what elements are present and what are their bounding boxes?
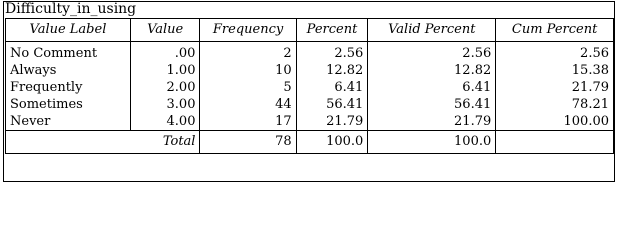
total-frequency: 78 <box>200 131 296 154</box>
header-value-label: Value Label <box>6 19 131 42</box>
cell-cum-percent: 21.79 <box>496 79 614 96</box>
total-valid-percent: 100.0 <box>368 131 496 154</box>
table-row <box>6 113 614 131</box>
cell-value: 1.00 <box>130 62 200 79</box>
cell-frequency: 44 <box>200 96 296 113</box>
header-value: Value <box>130 19 200 42</box>
table-title: Difficulty_in_using <box>5 1 137 17</box>
cell-label: No Comment <box>6 42 131 63</box>
total-spacer <box>6 131 131 154</box>
cell-frequency: 2 <box>200 42 296 63</box>
cell-value: 4.00 <box>130 113 200 131</box>
header-percent: Percent <box>296 19 368 42</box>
cell-frequency: 10 <box>200 62 296 79</box>
cell-frequency: 5 <box>200 79 296 96</box>
cell-percent: 12.82 <box>296 62 368 79</box>
frequency-table <box>5 18 614 154</box>
table-row <box>6 42 614 63</box>
cell-value: 3.00 <box>130 96 200 113</box>
cell-valid-percent: 56.41 <box>368 96 496 113</box>
total-row <box>6 131 614 154</box>
cell-valid-percent: 6.41 <box>368 79 496 96</box>
header-frequency: Frequency <box>200 19 296 42</box>
cell-percent: 56.41 <box>296 96 368 113</box>
table-header <box>6 19 614 42</box>
cell-percent: 6.41 <box>296 79 368 96</box>
table-row <box>6 96 614 113</box>
cell-percent: 21.79 <box>296 113 368 131</box>
table-footer <box>6 131 614 154</box>
cell-label: Sometimes <box>6 96 131 113</box>
cell-value: .00 <box>130 42 200 63</box>
cell-valid-percent: 2.56 <box>368 42 496 63</box>
table-body <box>6 42 614 131</box>
total-cum-percent-empty <box>496 131 614 154</box>
table-row <box>6 62 614 79</box>
cell-cum-percent: 78.21 <box>496 96 614 113</box>
cell-value: 2.00 <box>130 79 200 96</box>
header-row <box>6 19 614 42</box>
header-cum-percent: Cum Percent <box>496 19 614 42</box>
table-row <box>6 79 614 96</box>
cell-valid-percent: 21.79 <box>368 113 496 131</box>
cell-cum-percent: 100.00 <box>496 113 614 131</box>
cell-label: Never <box>6 113 131 131</box>
total-percent: 100.0 <box>296 131 368 154</box>
cell-label: Always <box>6 62 131 79</box>
header-valid-percent: Valid Percent <box>368 19 496 42</box>
cell-valid-percent: 12.82 <box>368 62 496 79</box>
cell-label: Frequently <box>6 79 131 96</box>
cell-cum-percent: 2.56 <box>496 42 614 63</box>
cell-percent: 2.56 <box>296 42 368 63</box>
total-label: Total <box>130 131 200 154</box>
cell-cum-percent: 15.38 <box>496 62 614 79</box>
cell-frequency: 17 <box>200 113 296 131</box>
